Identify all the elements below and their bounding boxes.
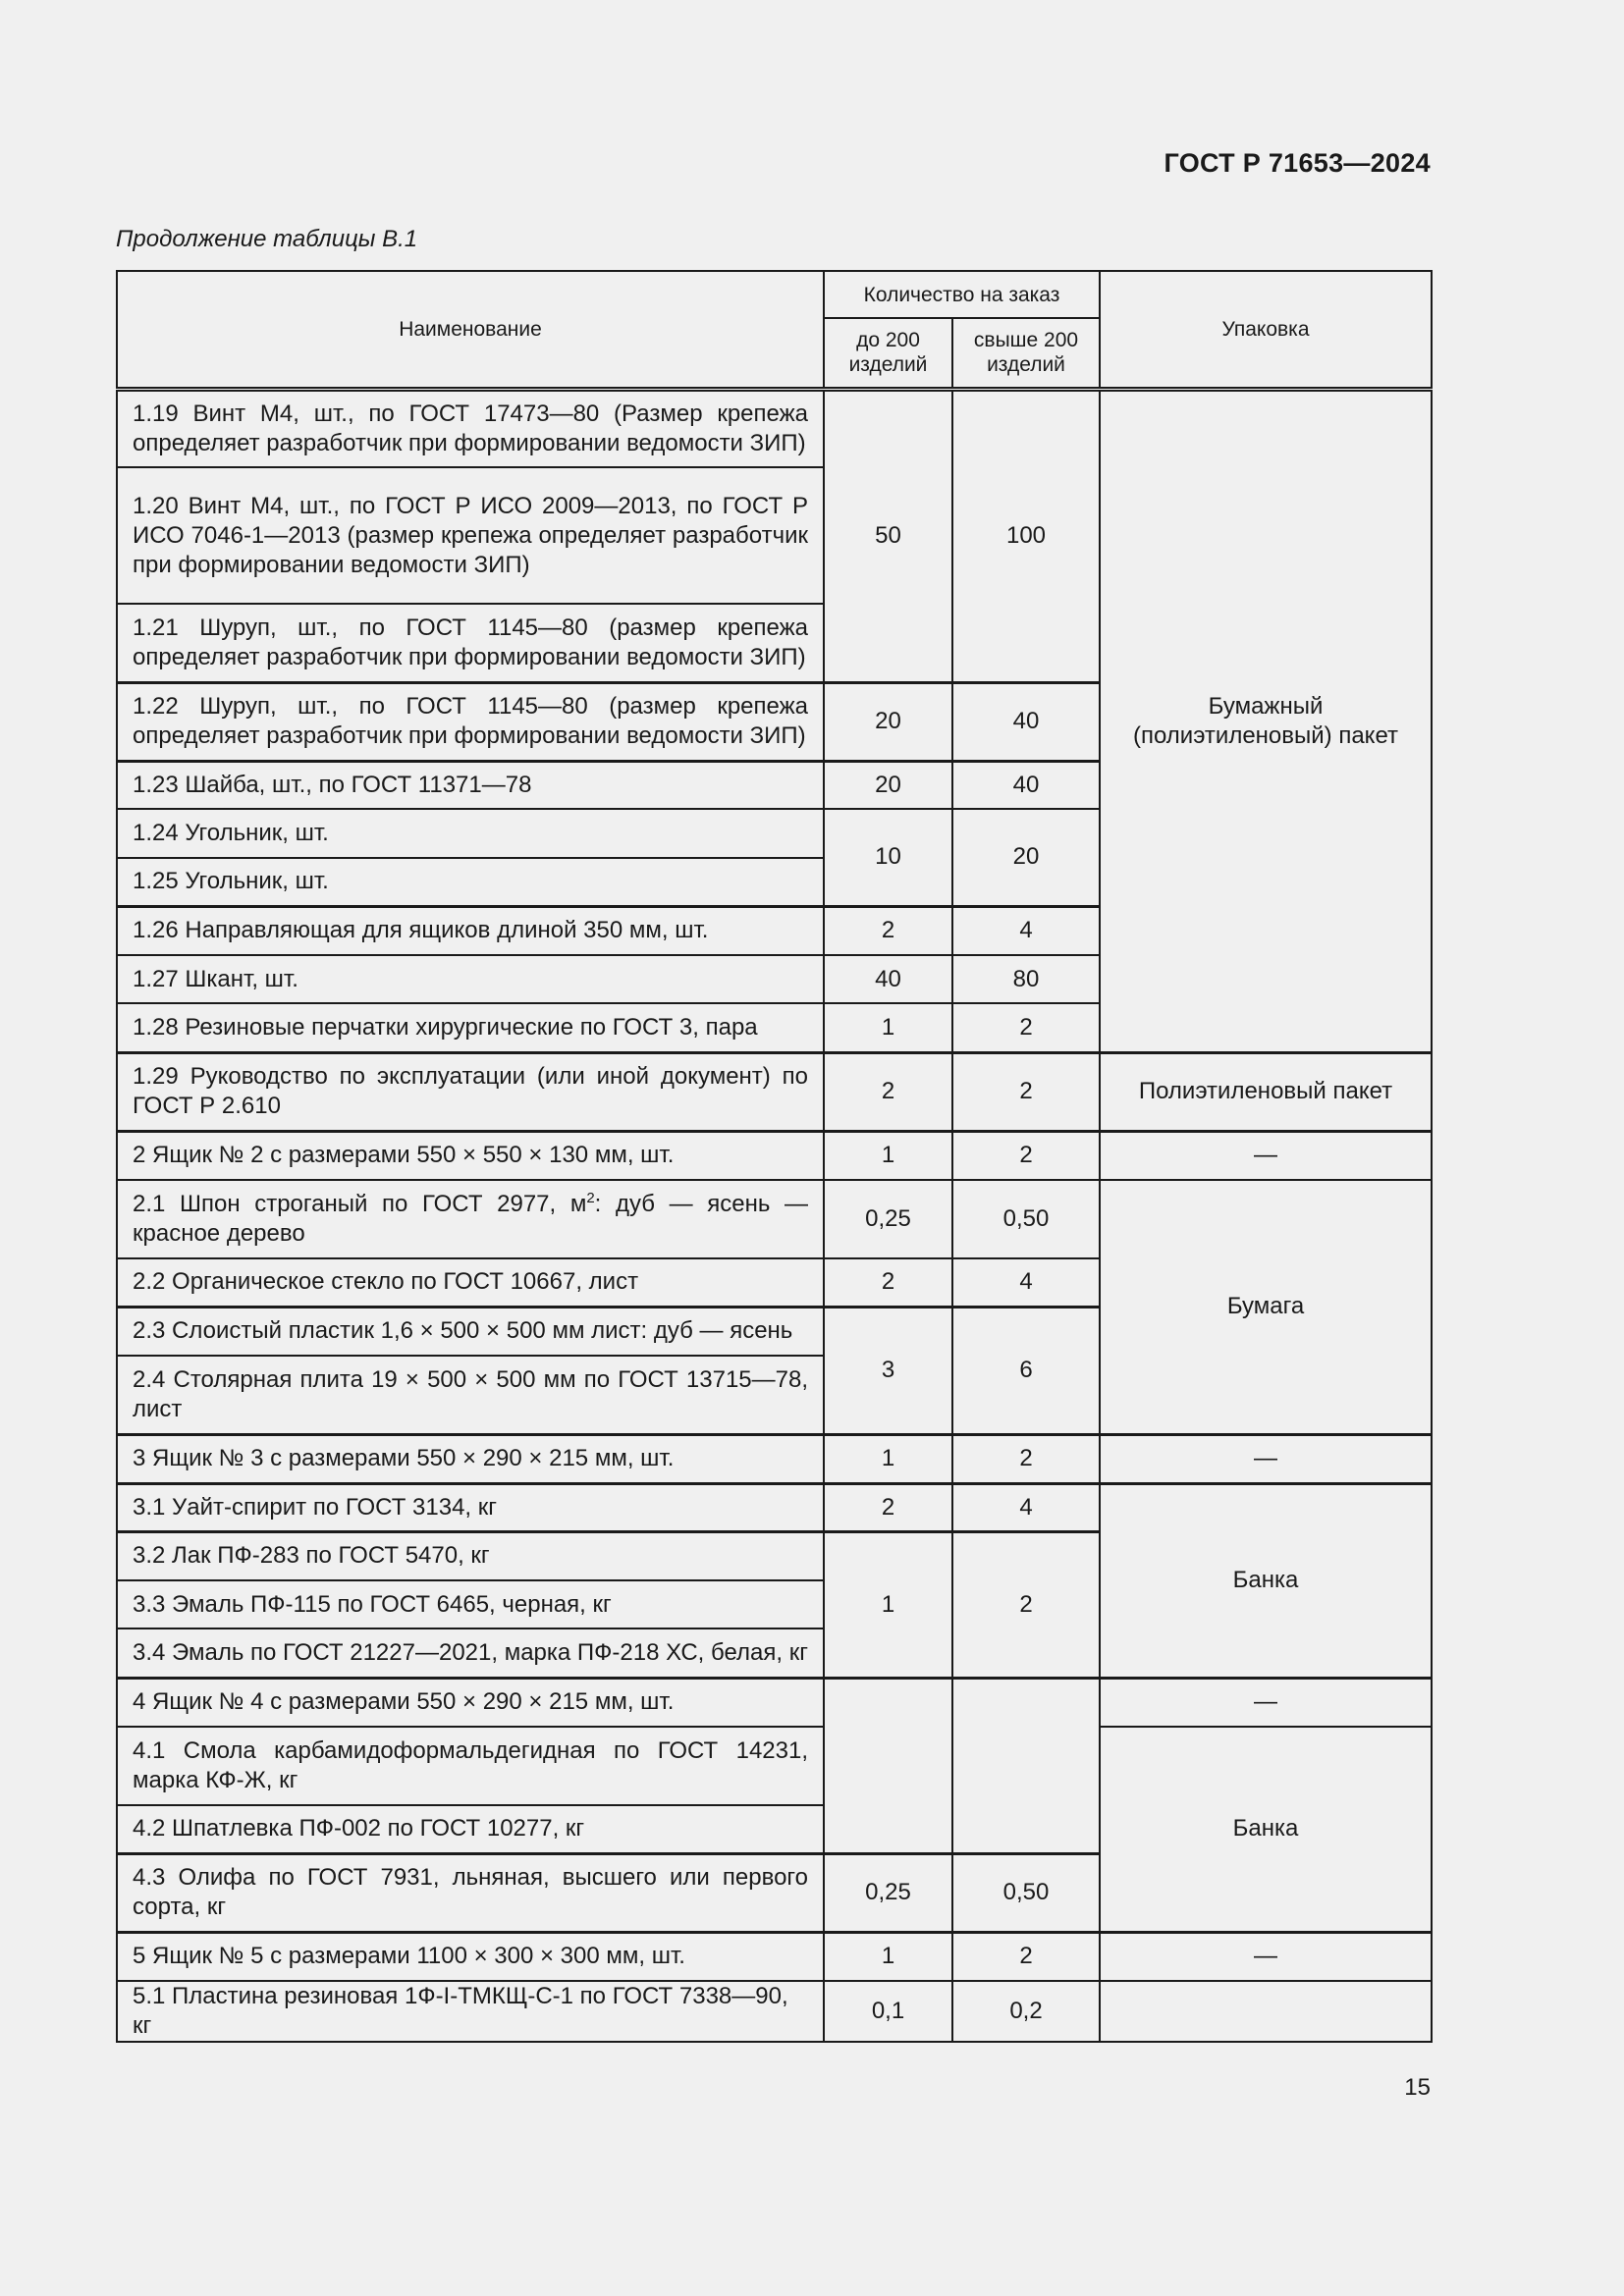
row-name: 1.25 Угольник, шт. (117, 858, 824, 906)
row-qty-upto: 1 (824, 1434, 952, 1483)
table-row (117, 1981, 1432, 2042)
row-qty-upto: 0,25 (824, 1853, 952, 1932)
row-qty-upto: 2 (824, 1258, 952, 1307)
row-name: 3.4 Эмаль по ГОСТ 21227—2021, марка ПФ-218 ХС, белая, кг (117, 1629, 824, 1678)
document-code: ГОСТ Р 71653—2024 (1164, 148, 1431, 178)
row-qty-upto: 40 (824, 955, 952, 1003)
page-number: 15 (1404, 2074, 1431, 2101)
merged-qty-over (952, 1678, 1100, 1853)
merged-qty-over: 20 (952, 809, 1100, 906)
row-packaging: — (1100, 1678, 1432, 1727)
merged-packaging: Банка (1100, 1727, 1432, 1932)
row-qty-over: 2 (952, 1932, 1100, 1981)
table-row (117, 389, 1432, 467)
spec-table (116, 270, 1433, 2043)
row-qty-over: 40 (952, 761, 1100, 809)
row-name: 1.19 Винт М4, шт., по ГОСТ 17473—80 (Размер крепежа определяет разработчик при формировании ведомости ЗИП) (117, 389, 824, 467)
row-qty-over: 4 (952, 1483, 1100, 1531)
row-name: 4.2 Шпатлевка ПФ-002 по ГОСТ 10277, кг (117, 1805, 824, 1853)
row-qty-upto: 0,25 (824, 1180, 952, 1258)
table-row (117, 1483, 1432, 1531)
row-qty-upto: 1 (824, 1131, 952, 1180)
row-qty-upto: 1 (824, 1932, 952, 1981)
merged-qty-upto: 3 (824, 1307, 952, 1434)
row-packaging: Полиэтиленовый пакет (1100, 1052, 1432, 1131)
row-qty-over: 4 (952, 1258, 1100, 1307)
row-packaging: — (1100, 1932, 1432, 1981)
row-name: 1.22 Шуруп, шт., по ГОСТ 1145—80 (размер крепежа определяет разработчик при формировании ведомости ЗИП) (117, 682, 824, 761)
merged-packaging: Бумага (1100, 1180, 1432, 1434)
row-qty-over: 2 (952, 1434, 1100, 1483)
merged-packaging: Бумажный (полиэтиленовый) пакет (1100, 389, 1432, 1052)
merged-packaging: Банка (1100, 1483, 1432, 1678)
row-name: 1.27 Шкант, шт. (117, 955, 824, 1003)
row-qty-over: 2 (952, 1003, 1100, 1052)
merged-qty-over: 100 (952, 389, 1100, 682)
row-name: 3.2 Лак ПФ-283 по ГОСТ 5470, кг (117, 1531, 824, 1580)
header-qty-upto: до 200 изделий (824, 318, 952, 389)
merged-qty-upto (824, 1678, 952, 1853)
row-name: 1.20 Винт М4, шт., по ГОСТ Р ИСО 2009—2013, по ГОСТ Р ИСО 7046-1—2013 (размер крепежа определяет разработчик при формировании ведомости ЗИП) (117, 467, 824, 604)
table-row (117, 1131, 1432, 1180)
table-row (117, 1678, 1432, 1727)
row-name: 3.3 Эмаль ПФ-115 по ГОСТ 6465, черная, кг (117, 1580, 824, 1629)
header-packaging: Упаковка (1100, 271, 1432, 389)
row-packaging (1100, 1981, 1432, 2042)
row-qty-upto: 20 (824, 761, 952, 809)
row-qty-over: 0,50 (952, 1853, 1100, 1932)
row-qty-over: 40 (952, 682, 1100, 761)
row-name: 2.4 Столярная плита 19 × 500 × 500 мм по ГОСТ 13715—78, лист (117, 1356, 824, 1434)
row-qty-over: 4 (952, 906, 1100, 955)
header-qty-over: свыше 200 изделий (952, 318, 1100, 389)
row-name: 1.23 Шайба, шт., по ГОСТ 11371—78 (117, 761, 824, 809)
row-name: 1.28 Резиновые перчатки хирургические по ГОСТ 3, пара (117, 1003, 824, 1052)
row-name: 1.24 Угольник, шт. (117, 809, 824, 858)
row-qty-upto: 0,1 (824, 1981, 952, 2042)
row-name: 1.29 Руководство по эксплуатации (или иной документ) по ГОСТ Р 2.610 (117, 1052, 824, 1131)
row-name: 5 Ящик № 5 с размерами 1100 × 300 × 300 мм, шт. (117, 1932, 824, 1981)
row-qty-upto: 20 (824, 682, 952, 761)
table-caption: Продолжение таблицы В.1 (116, 226, 418, 252)
row-name-text: 2.1 Шпон строганый по ГОСТ 2977, м (133, 1191, 587, 1217)
row-name: 2.3 Слоистый пластик 1,6 × 500 × 500 мм лист: дуб — ясень (117, 1307, 824, 1356)
row-name: 1.21 Шуруп, шт., по ГОСТ 1145—80 (размер крепежа определяет разработчик при формировании ведомости ЗИП) (117, 604, 824, 682)
row-name: 2.2 Органическое стекло по ГОСТ 10667, лист (117, 1258, 824, 1307)
row-qty-upto: 2 (824, 1052, 952, 1131)
row-qty-over: 0,50 (952, 1180, 1100, 1258)
merged-qty-upto: 10 (824, 809, 952, 906)
table-row (117, 1434, 1432, 1483)
row-name: 3.1 Уайт-спирит по ГОСТ 3134, кг (117, 1483, 824, 1531)
row-name: 5.1 Пластина резиновая 1Ф-I-ТМКЩ-С-1 по ГОСТ 7338—90, кг (117, 1981, 824, 2042)
table-row (117, 1727, 1432, 1805)
row-qty-upto: 1 (824, 1003, 952, 1052)
row-name (117, 1180, 824, 1258)
merged-qty-upto: 50 (824, 389, 952, 682)
header-qty-group: Количество на заказ (824, 271, 1100, 318)
row-name: 4 Ящик № 4 с размерами 550 × 290 × 215 мм, шт. (117, 1678, 824, 1727)
table-row (117, 1052, 1432, 1131)
header-name: Наименование (117, 271, 824, 389)
row-qty-upto: 2 (824, 906, 952, 955)
merged-qty-over: 6 (952, 1307, 1100, 1434)
row-name: 4.1 Смола карбамидоформальдегидная по ГОСТ 14231, марка КФ-Ж, кг (117, 1727, 824, 1805)
row-qty-over: 80 (952, 955, 1100, 1003)
row-qty-over: 0,2 (952, 1981, 1100, 2042)
row-name: 3 Ящик № 3 с размерами 550 × 290 × 215 мм, шт. (117, 1434, 824, 1483)
row-name: 2 Ящик № 2 с размерами 550 × 550 × 130 мм, шт. (117, 1131, 824, 1180)
row-packaging: — (1100, 1131, 1432, 1180)
row-name: 4.3 Олифа по ГОСТ 7931, льняная, высшего или первого сорта, кг (117, 1853, 824, 1932)
table-row (117, 1180, 1432, 1258)
row-qty-over: 2 (952, 1052, 1100, 1131)
row-qty-upto: 2 (824, 1483, 952, 1531)
row-packaging: — (1100, 1434, 1432, 1483)
merged-qty-over: 2 (952, 1531, 1100, 1678)
row-name-text: : дуб — ясень — красное дерево (133, 1191, 808, 1247)
unit-superscript: 2 (586, 1190, 595, 1206)
merged-qty-upto: 1 (824, 1531, 952, 1678)
table-row (117, 1932, 1432, 1981)
row-name: 1.26 Направляющая для ящиков длиной 350 мм, шт. (117, 906, 824, 955)
row-qty-over: 2 (952, 1131, 1100, 1180)
